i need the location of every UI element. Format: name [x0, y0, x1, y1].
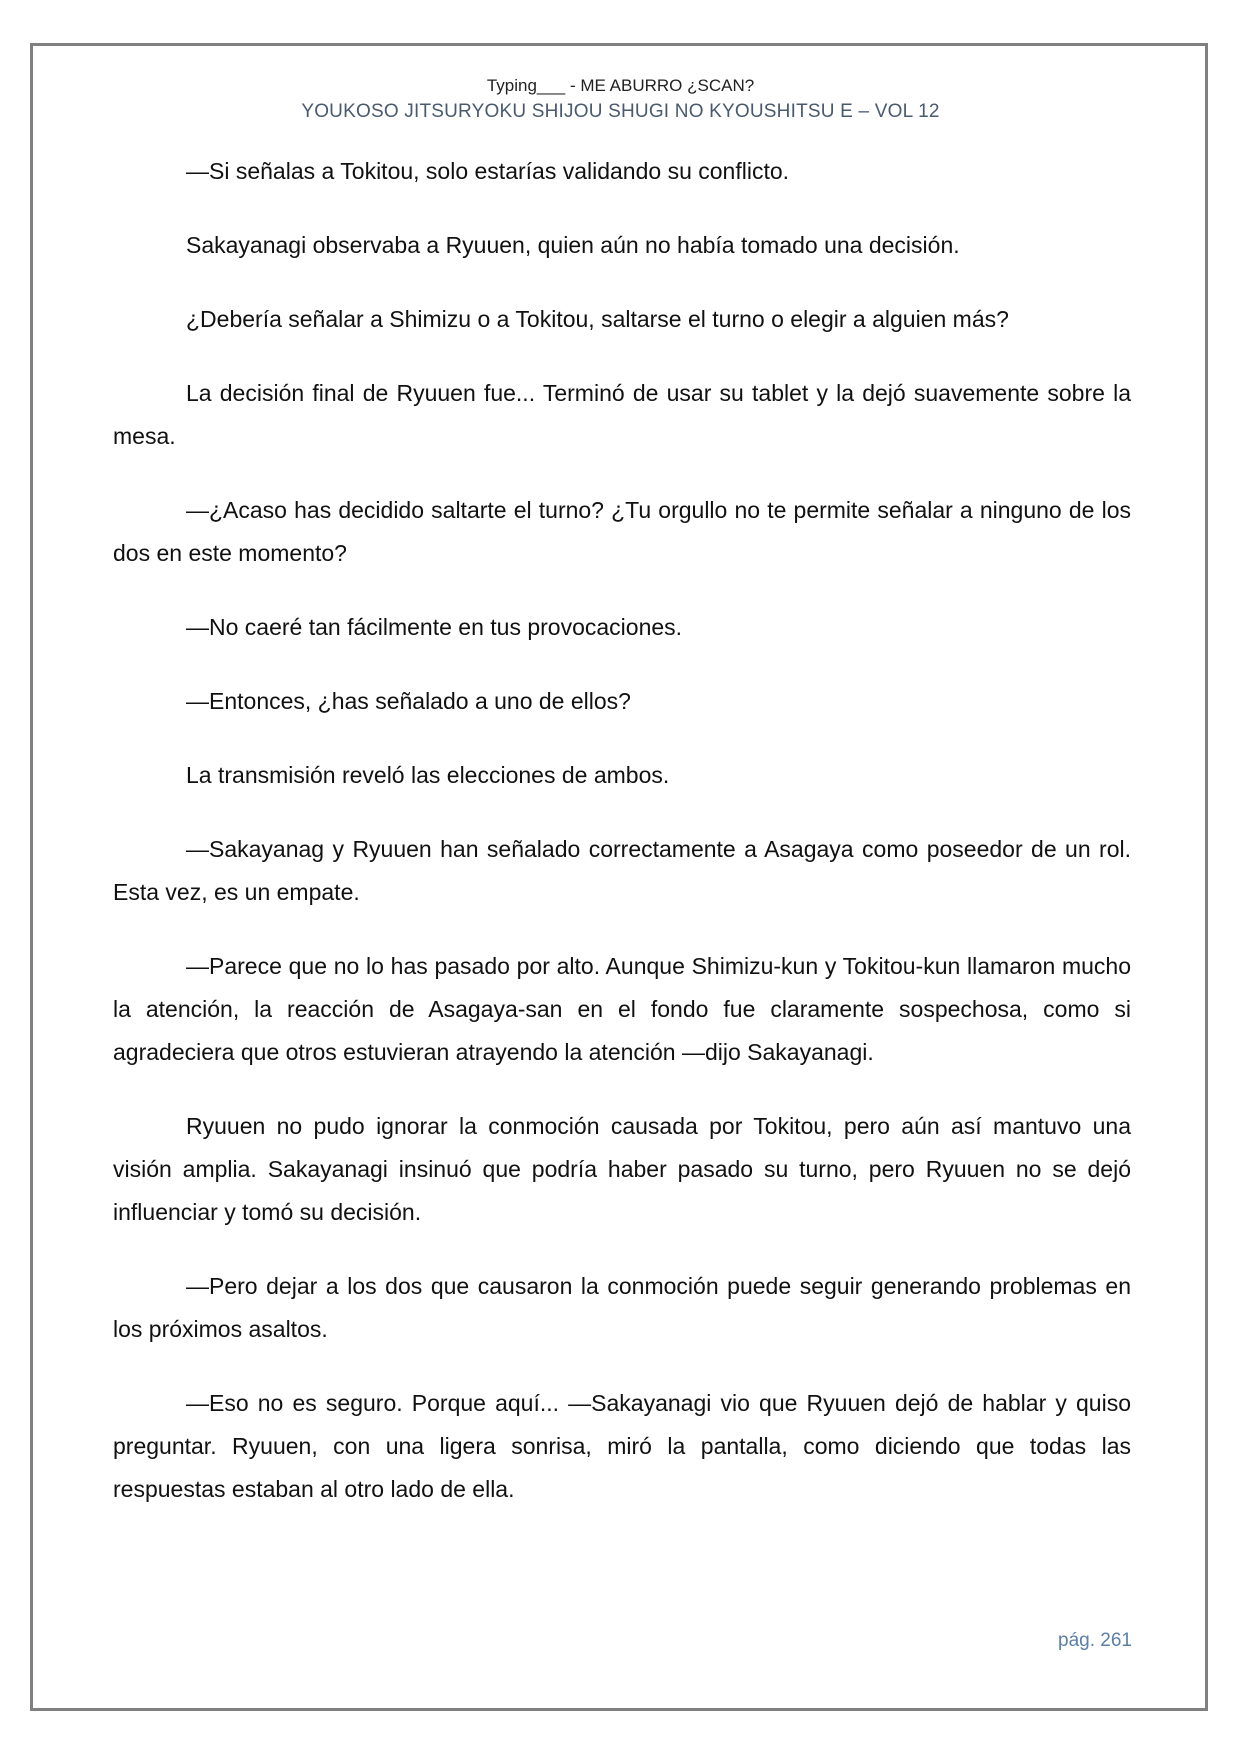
- paragraph: —Entonces, ¿has señalado a uno de ellos?: [186, 688, 631, 714]
- paragraph: La decisión final de Ryuuen fue... Terminó de usar su tablet y la dejó suavemente sobre la mesa.: [113, 380, 1131, 449]
- paragraph: —Pero dejar a los dos que causaron la conmoción puede seguir generando problemas en los próximos asaltos.: [113, 1273, 1131, 1342]
- paragraph: ¿Debería señalar a Shimizu o a Tokitou, saltarse el turno o elegir a alguien más?: [186, 306, 1009, 332]
- body-text: [113, 150, 1131, 1542]
- paragraph: —Sakayanag y Ryuuen han señalado correctamente a Asagaya como poseedor de un rol. Esta vez, es un empate.: [113, 836, 1131, 905]
- paragraph: La transmisión reveló las elecciones de ambos.: [186, 762, 670, 788]
- paragraph: —No caeré tan fácilmente en tus provocaciones.: [186, 614, 683, 640]
- paragraph: —Parece que no lo has pasado por alto. Aunque Shimizu-kun y Tokitou-kun llamaron mucho la atención, la reacción de Asagaya-san en el fondo fue claramente sospechosa, como si agradeciera que otros estuvieran atrayendo la atención —dijo Sakayanagi.: [113, 953, 1131, 1065]
- paragraph: —Si señalas a Tokitou, solo estarías validando su conflicto.: [186, 158, 790, 184]
- paragraph: —Eso no es seguro. Porque aquí... —Sakayanagi vio que Ryuuen dejó de hablar y quiso preguntar. Ryuuen, con una ligera sonrisa, miró la pantalla, como diciendo que todas las respuestas estaban al otro lado de ella.: [113, 1390, 1131, 1502]
- header-translator-credit: Typing___ - ME ABURRO ¿SCAN?: [486, 76, 755, 95]
- header-book-title: YOUKOSO JITSURYOKU SHIJOU SHUGI NO KYOUSHITSU E – VOL 12: [301, 101, 940, 122]
- paragraph: Ryuuen no pudo ignorar la conmoción causada por Tokitou, pero aún así mantuvo una visión amplia. Sakayanagi insinuó que podría haber pasado su turno, pero Ryuuen no se dejó influenciar y tomó su decisión.: [113, 1113, 1131, 1225]
- paragraph: Sakayanagi observaba a Ryuuen, quien aún no había tomado una decisión.: [186, 232, 960, 258]
- page-number: pág. 261: [1058, 1630, 1132, 1651]
- paragraph: —¿Acaso has decidido saltarte el turno? ¿Tu orgullo no te permite señalar a ninguno de los dos en este momento?: [113, 497, 1131, 566]
